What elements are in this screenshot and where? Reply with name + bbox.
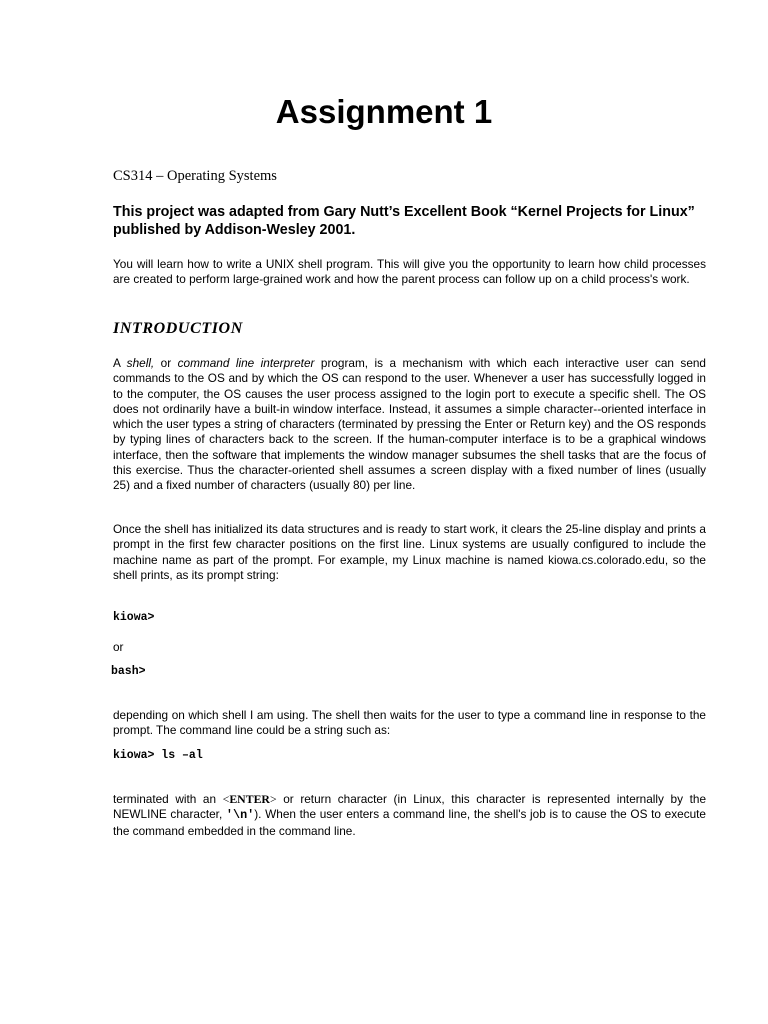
intro-text-rest: program, is a mechanism with which each interactive user can send commands to the OS and by which the OS can respond to the user. Whenever a user has successfully logged in to the computer, the OS causes the user process assigned to the login port to execute a specific shell. The OS does not ordinarily have a built-in window interface. Instead, it assumes a simple character--oriented interface in which the user types a string of characters (terminated by pressing the Enter or Return key) and the OS responds by typing lines of characters back to the screen. If the human-computer interface is to be a graphical windows interface, then the software that implements the window manager subsumes the shell tasks that are the focus of this exercise. Thus the character-oriented shell assumes a screen display with a fixed number of lines (usually 25) and a fixed number of characters (usually 80) per line. — [113, 356, 706, 493]
overview-paragraph: You will learn how to write a UNIX shell program. This will give you the opportunity to learn how child processes are created to perform large-grained work and how the parent process can follow up on a child process's work. — [113, 257, 706, 287]
prompt-paragraph: Once the shell has initialized its data structures and is ready to start work, it clears the 25-line display and prints a prompt in the first few character positions on the first line. Linux systems are usually configured to include the machine name as part of the prompt. For example, my Linux machine is named kiowa.cs.colorado.edu, so the shell prints, as its prompt string: — [113, 522, 706, 582]
course-name: CS314 – Operating Systems — [113, 168, 277, 184]
cli-term: command line interpreter — [177, 356, 315, 370]
introduction-paragraph — [113, 356, 706, 494]
introduction-heading: INTRODUCTION — [113, 320, 243, 337]
final-text-a: terminated with an — [113, 792, 223, 806]
enter-key-label — [223, 792, 277, 806]
enter-key-text: ENTER — [229, 792, 270, 806]
lt-bracket: < — [222, 792, 230, 806]
or-text: or — [113, 640, 124, 654]
gt-bracket: > — [269, 792, 277, 806]
command-example: kiowa> ls –al — [113, 749, 203, 762]
intro-text-a: A — [113, 356, 127, 370]
prompt-example-kiowa: kiowa> — [113, 611, 155, 624]
final-text-b: or return character (in Linux, this character is represented internally by the NEWLINE character, — [113, 792, 707, 822]
adapted-note: This project was adapted from Gary Nutt’s Excellent Book “Kernel Projects for Linux” published by Addison-Wesley 2001. — [113, 204, 695, 238]
shell-term: shell, — [126, 356, 155, 370]
newline-char: '\n' — [225, 808, 255, 823]
final-text-c: ). When the user enters a command line, the shell's job is to cause the OS to execute the command embedded in the command line. — [113, 807, 706, 838]
page-title: Assignment 1 — [275, 93, 493, 130]
final-paragraph — [113, 792, 706, 839]
intro-text-or: or — [154, 356, 178, 370]
prompt-example-bash: bash> — [111, 665, 146, 678]
depending-paragraph: depending on which shell I am using. The shell then waits for the user to type a command line in response to the prompt. The command line could be a string such as: — [113, 708, 706, 738]
